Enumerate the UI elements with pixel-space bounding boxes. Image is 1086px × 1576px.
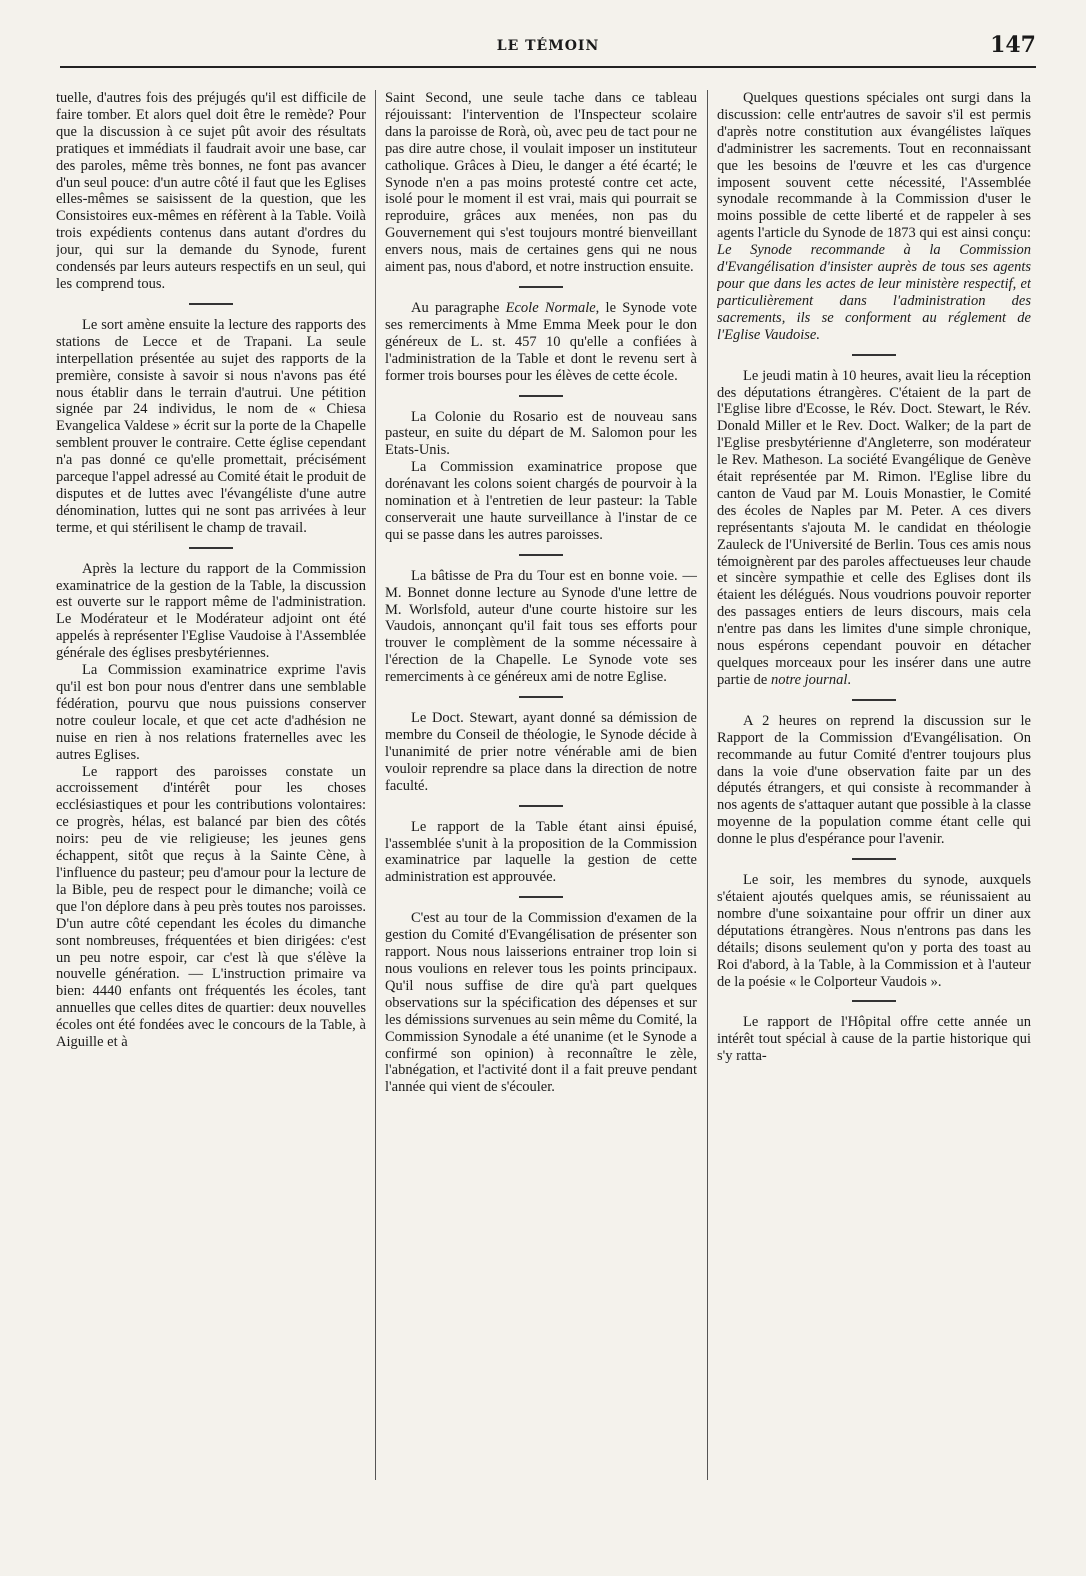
section-separator: [519, 286, 563, 288]
paragraph: Le Doct. Stewart, ayant donné sa démission de membre du Conseil de théologie, le Synode décide à l'unanimité de prier notre vénérable ami de bien vouloir reprendre sa place dans la direction de notre faculté.: [385, 710, 697, 794]
column-divider-2: [707, 90, 708, 1480]
italic-run: notre journal: [770, 671, 848, 688]
section-separator: [519, 554, 563, 556]
italic-run: Ecole Normale: [505, 299, 596, 316]
paragraph: Le soir, les membres du synode, auxquels s'étaient ajoutés quelques amis, se réunissaient au nombre d'une soixantaine pour offrir un diner aux députations étrangères. Nous n'entrons pas dans les détails; disons seulement qu'on y porta des toast au Roi d'abord, à la Table, à la Commission et à l'auteur de la poésie « le Colporteur Vaudois ».: [717, 872, 1031, 990]
section-separator: [519, 805, 563, 807]
paragraph: La bâtisse de Pra du Tour est en bonne voie. — M. Bonnet donne lecture au Synode d'une lettre de M. Worlsfold, auteur d'une courte histoire sur les Vaudois, annonçant qu'il fait tous ses efforts pour trouver le complèment de la somme nécessaire à l'érection de la Chapelle. Le Synode vote ses remerciments à ce généreux ami de notre Eglise.: [385, 567, 697, 686]
section-separator: [519, 395, 563, 397]
text-run: Le jeudi matin à 10 heures, avait lieu la réception des députations étrangères. C'étaient de la part de l'Eglise libre d'Ecosse, le Rév. Doct. Stewart, le Rév. Donald Miller et le Rev. Doct. Walker; de la part de l'Eglise presbytérienne d'Angleterre, son modérateur le Rev. Matheson. La société Evangélique de Genève était représentée par M. Rimon. l'Eglise libre du canton de Vaud par M. Louis Monastier, le Comité des écoles de Naples par M. Peter. A ces divers représentants s'ajouta M. le candidat en théologie Zauleck de l'Université de Berlin. Tous ces amis nous témoignèrent par des paroles affectueuses leur chaude et sincère sympathie et celle des Eglises dont ils étaient les délégués. Nous voudrions pouvoir reporter des passages entiers de leurs discours, mais cela n'entre pas dans les limites d'une simple chronique, nous espérons cependant pouvoir en détacher quelques morceaux pour les insérer dans une autre partie de: [717, 367, 1031, 688]
paragraph: Saint Second, une seule tache dans ce tableau réjouissant: l'intervention de l'Inspecteur scolaire dans la paroisse de Rorà, où, avec peu de tact pour ne pas dire autre chose, il voulait imposer un instituteur catholique. Grâces à Dieu, le danger a été écarté; le Synode n'en a pas moins protesté contre cet acte, isolé pour le moment il est vrai, mais qui pourrait se reproduire, grâces aux menées, non pas du Gouvernement qui s'est toujours montré bienveillant envers nous, mais de certaines gens qui ne nous aiment pas, nous d'abord, et notre instruction ensuite.: [385, 90, 697, 276]
paragraph: Après la lecture du rapport de la Commission examinatrice de la gestion de la Table, la discussion est ouverte sur le rapport même de l'administration. Le Modérateur et le Modérateur adjoint ont été appelés à représenter l'Eglise Vaudoise à l'Assemblée générale des églises presbytériennes.: [56, 560, 366, 662]
section-separator: [852, 699, 896, 701]
section-separator: [519, 696, 563, 698]
paragraph: Le rapport de l'Hôpital offre cette année un intérêt tout spécial à cause de la partie historique qui s'y ratta-: [717, 1014, 1031, 1065]
section-separator: [189, 547, 233, 549]
paragraph: [385, 300, 697, 385]
paragraph: Le rapport des paroisses constate un accroissement d'intérêt pour les choses ecclésiastiques et pour les contributions volontaires: ce progrès, hélas, est balancé par bien des côtés noirs: peu de vie religieuse; les jeunes gens échappent, sitôt que reçus à la Sainte Cène, à l'influence du pasteur; peu d'amour pour la lecture de la Bible, peu de respect pour le dimanche; voilà ce que l'on déplore dans à peu près toutes nos paroisses. D'un autre côté cependant les écoles du dimanche sont nombreuses, fréquentées et bien dirigées: c'est un peu notre espoir, car c'est là que s'élève la nouvelle génération. — L'instruction primaire va bien: 4440 enfants ont fréquentés les écoles, tant annuelles que celles dites de quartier: deux nouvelles écoles ont été fondées avec le concours de la Table, à Aiguille et à: [56, 763, 366, 1051]
paragraph: La Colonie du Rosario est de nouveau sans pasteur, en suite du départ de M. Salomon pour les Etats-Unis.: [385, 408, 697, 459]
header-rule: [60, 66, 1036, 68]
paragraph: A 2 heures on reprend la discussion sur le Rapport de la Commission d'Evangélisation. On recommande au futur Comité d'entrer toujours plus dans la voie d'une observation faite par un des députés étrangers, et qui consiste à recommander à nos agents de s'attaquer autant que possible à la classe moyenne de la population comme étant celle qui donne le plus d'espérance pour l'avenir.: [717, 712, 1031, 848]
paragraph: La Commission examinatrice exprime l'avis qu'il est bon pour nous d'entrer dans une semblable fédération, pourvu que nous puissions conserver notre couleur locale, et que cet acte d'adhésion ne nuise en rien à nos relations fraternelles avec les autres Eglises.: [56, 662, 366, 763]
section-separator: [852, 858, 896, 860]
text-run: Au paragraphe: [411, 299, 506, 316]
section-separator: [852, 354, 896, 356]
section-separator: [189, 303, 233, 305]
text-run: Quelques questions spéciales ont surgi dans la discussion: celle entr'autres de savoir s'il est permis d'après notre constitution aux évangélistes laïques d'administrer les sacrements. Tout en reconnaissant que les besoins de l'œuvre et les cas d'urgence imposent souvent cette nécessité, l'Assemblée synodale recommande à la Commission d'user le moins possible de cette liberté et de rappeler à ses agents l'article du Synode de 1873 qui est ainsi conçu:: [717, 90, 1031, 242]
paragraph: tuelle, d'autres fois des préjugés qu'il est difficile de faire tomber. Et alors quel doit être le remède? Pour que la discussion à ce sujet pût avoir des résultats pratiques et immédiats il faudrait avoir une base, car des paroles, même très bonnes, ne font pas avancer d'un seul pouce: d'un autre côté il faut que les Eglises elles-mêmes se saisissent de la question, que les Consistoires eux-mêmes en réfèrent à la Table. Voilà trois expédients contenus dans autant d'ordres du jour, qui sur la demande du Synode, furent condensés par leurs auteurs respectifs en un seul, qui les comprend tous.: [56, 90, 366, 292]
column-divider-1: [375, 90, 376, 1480]
paragraph: C'est au tour de la Commission d'examen de la gestion du Comité d'Evangélisation de présenter son rapport. Nous nous laisserions entrainer trop loin si nous voulions en relever tous les points principaux. Qu'il nous suffise de dire qu'à part quelques observations sur la spécification des dépenses et sur les démissions survenues au sein même du Comité, la Commission Synodale a été unanime (et le Synode a confirmé son opinion) à reconnaître le zèle, l'abnégation, et l'activité dont il a fait preuve pendant l'année qui vient de s'écouler.: [385, 910, 697, 1096]
italic-run: Le Synode recommande à la Commission d'Evangélisation d'insister auprès de tous ses agents pour que dans les actes de leur ministère respectif, et particulièrement dans l'administration des sacrements, ils se conforment au réglement de l'Eglise Vaudoise.: [717, 242, 1031, 343]
section-separator: [852, 1000, 896, 1002]
column-left: [56, 90, 366, 1550]
paragraph: Le rapport de la Table étant ainsi épuisé, l'assemblée s'unit à la proposition de la Commission examinatrice par laquelle la gestion de cette administration est approuvée.: [385, 818, 697, 886]
page-number: 147: [990, 32, 1036, 58]
paragraph: Le sort amène ensuite la lecture des rapports des stations de Lecce et de Trapani. La seule interpellation présentée au sujet des rapports de la première, consiste à savoir si nous n'avons pas été nous établir dans le terrain d'autrui. Une pétition signée par 24 individus, le nom de « Chiesa Evangelica Valdese » écrit sur la porte de la Chapelle semblent prouver le contraire. Cette église cependant n'a pas donné ce qu'elle promettait, précisément parceque l'appel adressé au Comité était le produit de disputes et de luttes avec l'évangéliste d'une autre dénomination, luttes qui ne sont pas arrivées à leur terme, et qui stérilisent le champ de travail.: [56, 316, 366, 536]
paragraph: La Commission examinatrice propose que dorénavant les colons soient chargés de pourvoir à la nomination et à l'entretien de leur pasteur: la Table conserverait une haute surveillance à l'instar de ce qui se passe dans les autres paroisses.: [385, 459, 697, 543]
column-right: [717, 90, 1031, 1550]
page-header: [60, 32, 1036, 60]
text-run: .: [847, 671, 851, 688]
section-separator: [519, 896, 563, 898]
running-title: LE TÉMOIN: [496, 38, 600, 54]
paragraph: [717, 90, 1031, 344]
text-run: , le Synode vote ses remerciments à Mme Emma Meek pour le don généreux de L. st. 457 10 qu'elle a confiées à l'administration de la Table et dont le revenu sert à former trois bourses pour les élèves de cette école.: [385, 299, 697, 384]
paragraph: [717, 368, 1031, 689]
column-middle: [385, 90, 697, 1550]
